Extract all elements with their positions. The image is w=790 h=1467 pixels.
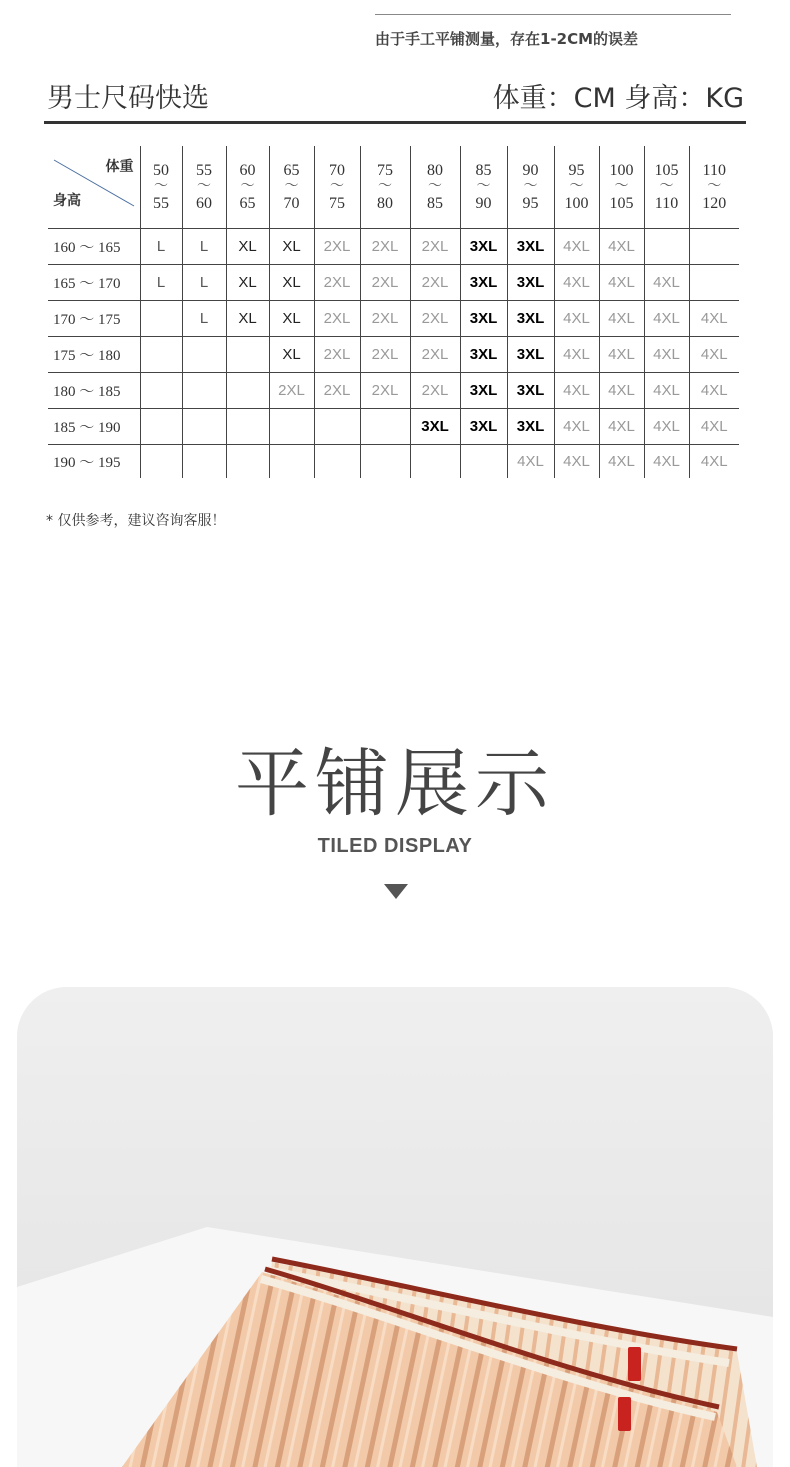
weight-range-header (360, 146, 410, 229)
range-tilde: ～ (378, 179, 392, 194)
size-cell: 4XL (554, 409, 599, 445)
height-range-cell: 190 ～ 195 (48, 445, 140, 479)
weight-to: 90 (475, 195, 492, 212)
table-row (48, 265, 739, 301)
header-divider (44, 121, 746, 124)
size-cell: XL (226, 301, 269, 337)
size-cell: 3XL (507, 265, 554, 301)
weight-from: 60 (239, 162, 256, 179)
striped-briefs-illustration (17, 987, 773, 1467)
weight-to: 110 (654, 195, 679, 212)
weight-from: 110 (702, 162, 726, 179)
size-cell: L (182, 229, 226, 265)
weight-to: 65 (239, 195, 256, 212)
weight-to: 85 (427, 195, 443, 212)
size-cell: 2XL (360, 337, 410, 373)
size-cell: 3XL (507, 301, 554, 337)
weight-to: 100 (564, 195, 589, 212)
measurement-note: 由于手工平铺测量，存在1-2CM的误差 (375, 30, 639, 48)
table-corner-cell (48, 146, 140, 229)
size-cell: 4XL (689, 337, 739, 373)
disclaimer-text: * 仅供参考，建议咨询客服！ (46, 513, 226, 529)
range-tilde: ～ (330, 179, 344, 194)
range-tilde: ～ (428, 179, 442, 194)
weight-to: 70 (283, 195, 300, 212)
size-cell: 2XL (314, 301, 360, 337)
size-cell: XL (269, 265, 314, 301)
weight-from: 55 (196, 162, 212, 179)
weight-to: 95 (522, 195, 539, 212)
weight-from: 70 (329, 162, 345, 179)
height-axis-label: 身高 (53, 192, 81, 208)
size-cell (182, 373, 226, 409)
size-chart-table (48, 146, 739, 478)
weight-from: 65 (283, 162, 300, 179)
size-cell: 4XL (689, 301, 739, 337)
size-cell: 4XL (700, 453, 728, 470)
size-cell (269, 445, 314, 479)
size-cell: 2XL (410, 301, 460, 337)
size-cell: 3XL (460, 265, 507, 301)
size-cell: 2XL (410, 373, 460, 409)
size-cell: 4XL (599, 301, 644, 337)
size-cell (140, 337, 182, 373)
size-cell (360, 409, 410, 445)
size-cell: 4XL (644, 445, 689, 479)
height-range-cell: 160 ～ 165 (48, 229, 140, 265)
weight-range-header (269, 146, 314, 229)
size-cell: 4XL (554, 301, 599, 337)
size-cell (226, 373, 269, 409)
size-cell (182, 409, 226, 445)
size-cell: XL (269, 229, 314, 265)
weight-to: 105 (609, 195, 634, 212)
size-cell: 4XL (599, 373, 644, 409)
size-cell: XL (226, 265, 269, 301)
size-cell (460, 445, 507, 479)
size-cell: XL (269, 301, 314, 337)
size-cell: L (182, 301, 226, 337)
size-cell: 4XL (599, 445, 644, 479)
size-cell: 4XL (689, 409, 739, 445)
size-cell (689, 265, 739, 301)
weight-range-header (226, 146, 269, 229)
height-range-cell: 185 ～ 190 (48, 409, 140, 445)
size-cell: 4XL (507, 445, 554, 479)
size-cell: 3XL (460, 409, 507, 445)
table-row (48, 301, 739, 337)
size-cell (314, 445, 360, 479)
height-range-cell: 170 ～ 175 (48, 301, 140, 337)
size-cell: 4XL (644, 301, 689, 337)
range-tilde: ～ (197, 179, 211, 194)
size-cell: 2XL (314, 229, 360, 265)
range-tilde: ～ (659, 179, 674, 194)
size-cell: 4XL (554, 265, 599, 301)
range-tilde: ～ (614, 179, 629, 194)
tiled-display-title: 平铺展示 (235, 741, 555, 827)
table-row (48, 409, 739, 445)
range-tilde: ～ (476, 179, 491, 194)
size-cell: XL (226, 229, 269, 265)
size-cell: L (140, 229, 182, 265)
size-cell: 4XL (554, 445, 599, 479)
size-cell: 4XL (599, 265, 644, 301)
height-range-cell: 175 ～ 180 (48, 337, 140, 373)
table-row (48, 229, 739, 265)
size-cell: 2XL (360, 229, 410, 265)
size-cell (140, 301, 182, 337)
range-tilde: ～ (284, 179, 299, 194)
size-cell: 3XL (507, 373, 554, 409)
size-cell (182, 337, 226, 373)
size-cell: 4XL (599, 337, 644, 373)
size-cell: 2XL (360, 301, 410, 337)
size-cell: 4XL (644, 265, 689, 301)
size-cell: 3XL (460, 301, 507, 337)
weight-range-header (689, 146, 739, 229)
weight-range-header (182, 146, 226, 229)
size-cell (360, 445, 410, 479)
weight-range-header (554, 146, 599, 229)
height-range-cell: 180 ～ 185 (48, 373, 140, 409)
size-cell: 2XL (410, 337, 460, 373)
weight-to: 60 (196, 195, 212, 212)
weight-range-header (507, 146, 554, 229)
size-cell: 4XL (554, 229, 599, 265)
weight-range-header (140, 146, 182, 229)
weight-from: 100 (609, 162, 634, 179)
divider-line (375, 14, 731, 15)
range-tilde: ～ (154, 179, 168, 194)
size-cell (226, 337, 269, 373)
weight-to: 75 (329, 195, 345, 212)
size-cell: 2XL (410, 265, 460, 301)
size-cell (689, 229, 739, 265)
table-row (48, 373, 739, 409)
size-quick-select-title: 男士尺码快选 (47, 83, 209, 114)
size-cell: 3XL (460, 337, 507, 373)
weight-from: 105 (654, 162, 679, 179)
range-tilde: ～ (569, 179, 584, 194)
size-cell: 4XL (644, 337, 689, 373)
size-cell: 4XL (644, 409, 689, 445)
range-tilde: ～ (523, 179, 538, 194)
weight-range-header (410, 146, 460, 229)
size-cell: 3XL (507, 229, 554, 265)
size-cell (182, 445, 226, 479)
size-cell: XL (269, 337, 314, 373)
size-cell: 3XL (460, 229, 507, 265)
weight-from: 95 (568, 162, 585, 179)
weight-range-header (599, 146, 644, 229)
size-cell: L (140, 265, 182, 301)
size-cell (226, 409, 269, 445)
weight-range-header (314, 146, 360, 229)
size-cell: 4XL (689, 373, 739, 409)
size-cell: 2XL (314, 337, 360, 373)
size-cell: 2XL (360, 265, 410, 301)
weight-from: 75 (377, 162, 393, 179)
weight-range-header (644, 146, 689, 229)
cropped-table-row (395, 0, 735, 2)
size-cell: 2XL (314, 265, 360, 301)
size-cell: 4XL (599, 409, 644, 445)
size-cell: 3XL (507, 337, 554, 373)
size-cell (140, 445, 182, 479)
size-cell: L (182, 265, 226, 301)
size-cell (140, 409, 182, 445)
product-photo (17, 987, 773, 1467)
size-cell (269, 409, 314, 445)
size-cell: 4XL (599, 229, 644, 265)
size-cell: 2XL (269, 373, 314, 409)
weight-from: 50 (153, 162, 169, 179)
down-arrow-icon (384, 884, 408, 899)
weight-range-header (460, 146, 507, 229)
size-cell: 3XL (460, 373, 507, 409)
size-cell: 4XL (644, 373, 689, 409)
table-row (48, 337, 739, 373)
weight-from: 80 (427, 162, 443, 179)
size-cell: 3XL (410, 409, 460, 445)
size-cell: 4XL (554, 337, 599, 373)
size-cell (226, 445, 269, 479)
size-cell (644, 229, 689, 265)
weight-from: 85 (475, 162, 492, 179)
size-cell: 2XL (360, 373, 410, 409)
range-tilde: ～ (240, 179, 255, 194)
height-range-cell: 165 ～ 170 (48, 265, 140, 301)
weight-from: 90 (522, 162, 539, 179)
size-cell: 3XL (507, 409, 554, 445)
size-cell: 2XL (410, 229, 460, 265)
size-cell (140, 373, 182, 409)
weight-to: 120 (702, 195, 727, 212)
size-cell: 4XL (554, 373, 599, 409)
weight-axis-label: 体重 (105, 158, 134, 174)
size-cell: 2XL (314, 373, 360, 409)
units-label: 体重：CM 身高：KG (492, 83, 744, 114)
weight-to: 80 (377, 195, 393, 212)
tiled-display-subtitle: TILED DISPLAY (317, 835, 473, 857)
size-cell (314, 409, 360, 445)
size-cell (410, 445, 460, 479)
range-tilde: ～ (707, 179, 722, 194)
table-row (48, 445, 739, 479)
weight-to: 55 (153, 195, 169, 212)
